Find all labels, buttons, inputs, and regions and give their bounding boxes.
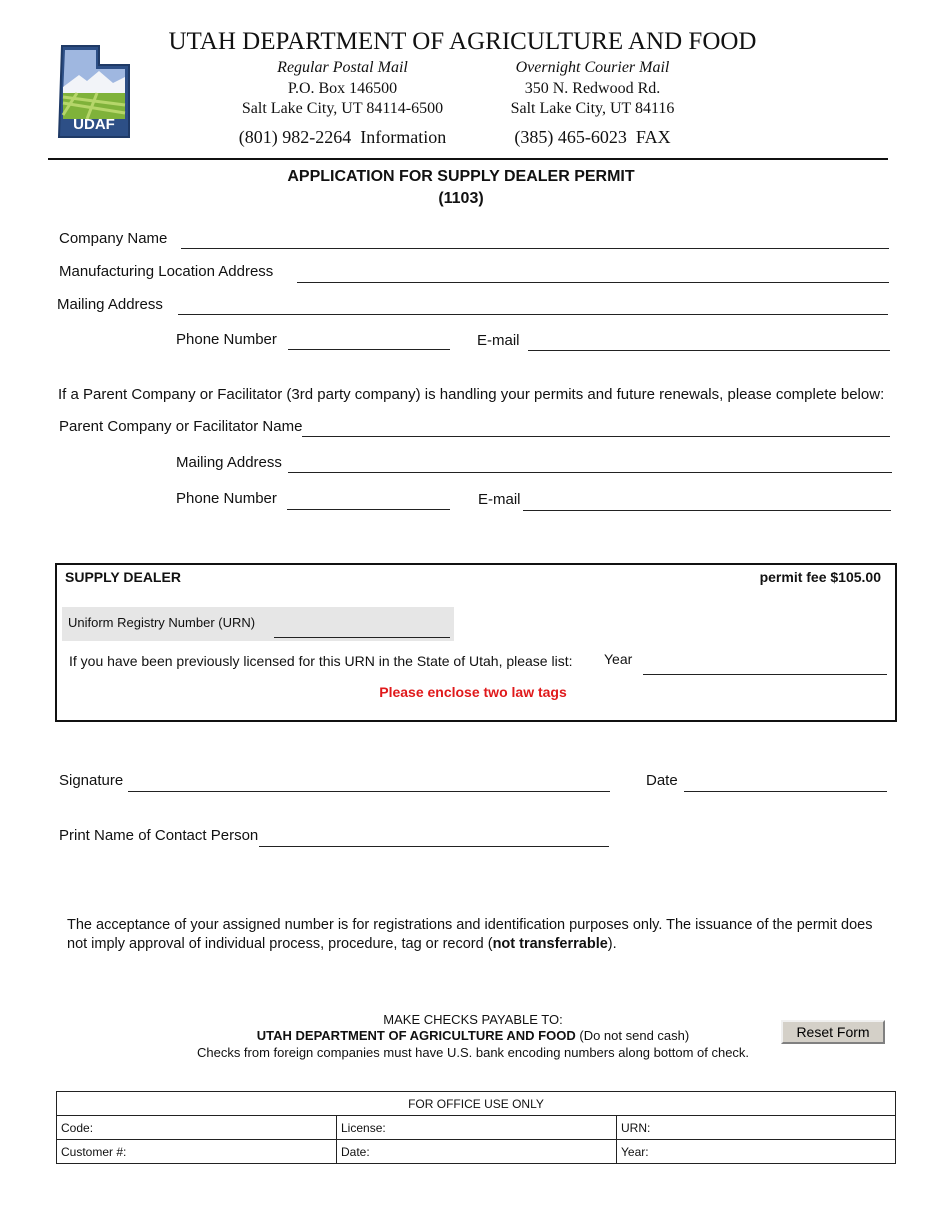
urn-input[interactable]: [274, 620, 450, 638]
year-input[interactable]: [643, 657, 887, 675]
overnight-mail-line2: Salt Lake City, UT 84116: [510, 100, 675, 117]
email-label: E-mail: [477, 332, 520, 349]
previously-licensed-label: If you have been previously licensed for this URN in the State of Utah, please list:: [69, 653, 573, 669]
table-row: [57, 1140, 896, 1164]
office-customer-cell: Customer #:: [57, 1140, 337, 1164]
supply-dealer-heading: SUPPLY DEALER: [65, 569, 181, 585]
parent-mailing-address-input[interactable]: [288, 455, 892, 473]
urn-label: Uniform Registry Number (URN): [68, 615, 256, 630]
parent-instructions: If a Parent Company or Facilitator (3rd party company) is handling your permits and future renewals, please complete below:: [58, 386, 885, 403]
parent-name-input[interactable]: [302, 419, 890, 437]
parent-phone-input[interactable]: [287, 492, 450, 510]
payee: [198, 1028, 748, 1043]
checks-payable-label: MAKE CHECKS PAYABLE TO:: [383, 1012, 563, 1027]
office-use-title: FOR OFFICE USE ONLY: [57, 1092, 896, 1116]
mfg-address-label: Manufacturing Location Address: [59, 263, 274, 280]
disclaimer-text: The acceptance of your assigned number is for registrations and identification purposes only. The issuance of the permit does not imply approval of individual process, procedure, tag or record (: [67, 917, 873, 952]
table-row: [57, 1116, 896, 1140]
signature-input[interactable]: [128, 774, 610, 792]
email-input[interactable]: [528, 333, 890, 351]
permit-fee: permit fee $105.00: [759, 569, 881, 585]
parent-mailing-address-label: Mailing Address: [176, 454, 282, 471]
form-title: APPLICATION FOR SUPPLY DEALER PERMIT: [287, 168, 635, 185]
office-use-table: [56, 1091, 896, 1164]
disclaimer: [67, 916, 895, 954]
office-code-cell: Code:: [57, 1116, 337, 1140]
overnight-mail-label: Overnight Courier Mail: [515, 59, 670, 76]
office-license-cell: License:: [337, 1116, 617, 1140]
parent-email-input[interactable]: [523, 493, 891, 511]
mailing-address-label: Mailing Address: [57, 296, 163, 313]
phone-label: Phone Number: [176, 331, 277, 348]
year-label: Year: [604, 651, 633, 667]
department-name: UTAH DEPARTMENT OF AGRICULTURE AND FOOD: [168, 28, 757, 55]
payee-note: (Do not send cash): [575, 1028, 690, 1043]
logo-text: UDAF: [73, 116, 115, 133]
phone-input[interactable]: [288, 332, 450, 350]
office-year-cell: Year:: [617, 1140, 896, 1164]
parent-email-label: E-mail: [478, 491, 521, 508]
print-name-input[interactable]: [259, 829, 609, 847]
form-code: (1103): [438, 190, 484, 207]
disclaimer-end: ).: [607, 936, 617, 952]
mfg-address-input[interactable]: [297, 265, 889, 283]
information-phone: (801) 982-2264 Information: [238, 127, 447, 147]
signature-label: Signature: [59, 772, 124, 789]
not-transferrable: not transferrable: [492, 936, 608, 952]
regular-mail-line2: Salt Lake City, UT 84114-6500: [241, 100, 444, 117]
regular-mail-label: Regular Postal Mail: [277, 59, 408, 76]
payee-name: UTAH DEPARTMENT OF AGRICULTURE AND FOOD: [256, 1028, 576, 1043]
regular-mail-line1: P.O. Box 146500: [287, 80, 398, 97]
reset-form-button[interactable]: Reset Form: [781, 1020, 885, 1044]
mailing-address-input[interactable]: [178, 297, 888, 315]
company-name-input[interactable]: [181, 231, 889, 249]
parent-name-label: Parent Company or Facilitator Name: [59, 418, 303, 435]
office-date-cell: Date:: [337, 1140, 617, 1164]
overnight-mail-line1: 350 N. Redwood Rd.: [524, 80, 661, 97]
udaf-logo: [57, 45, 131, 139]
parent-phone-label: Phone Number: [176, 490, 277, 507]
date-label: Date: [646, 772, 678, 789]
date-input[interactable]: [684, 774, 887, 792]
header-divider: [48, 158, 888, 160]
print-name-label: Print Name of Contact Person: [59, 827, 259, 844]
law-tags-notice: Please enclose two law tags: [379, 684, 567, 700]
office-urn-cell: URN:: [617, 1116, 896, 1140]
foreign-checks-note: Checks from foreign companies must have U.S. bank encoding numbers along bottom of check.: [196, 1045, 750, 1060]
fax-number: (385) 465-6023 FAX: [514, 127, 671, 147]
company-name-label: Company Name: [59, 230, 168, 247]
